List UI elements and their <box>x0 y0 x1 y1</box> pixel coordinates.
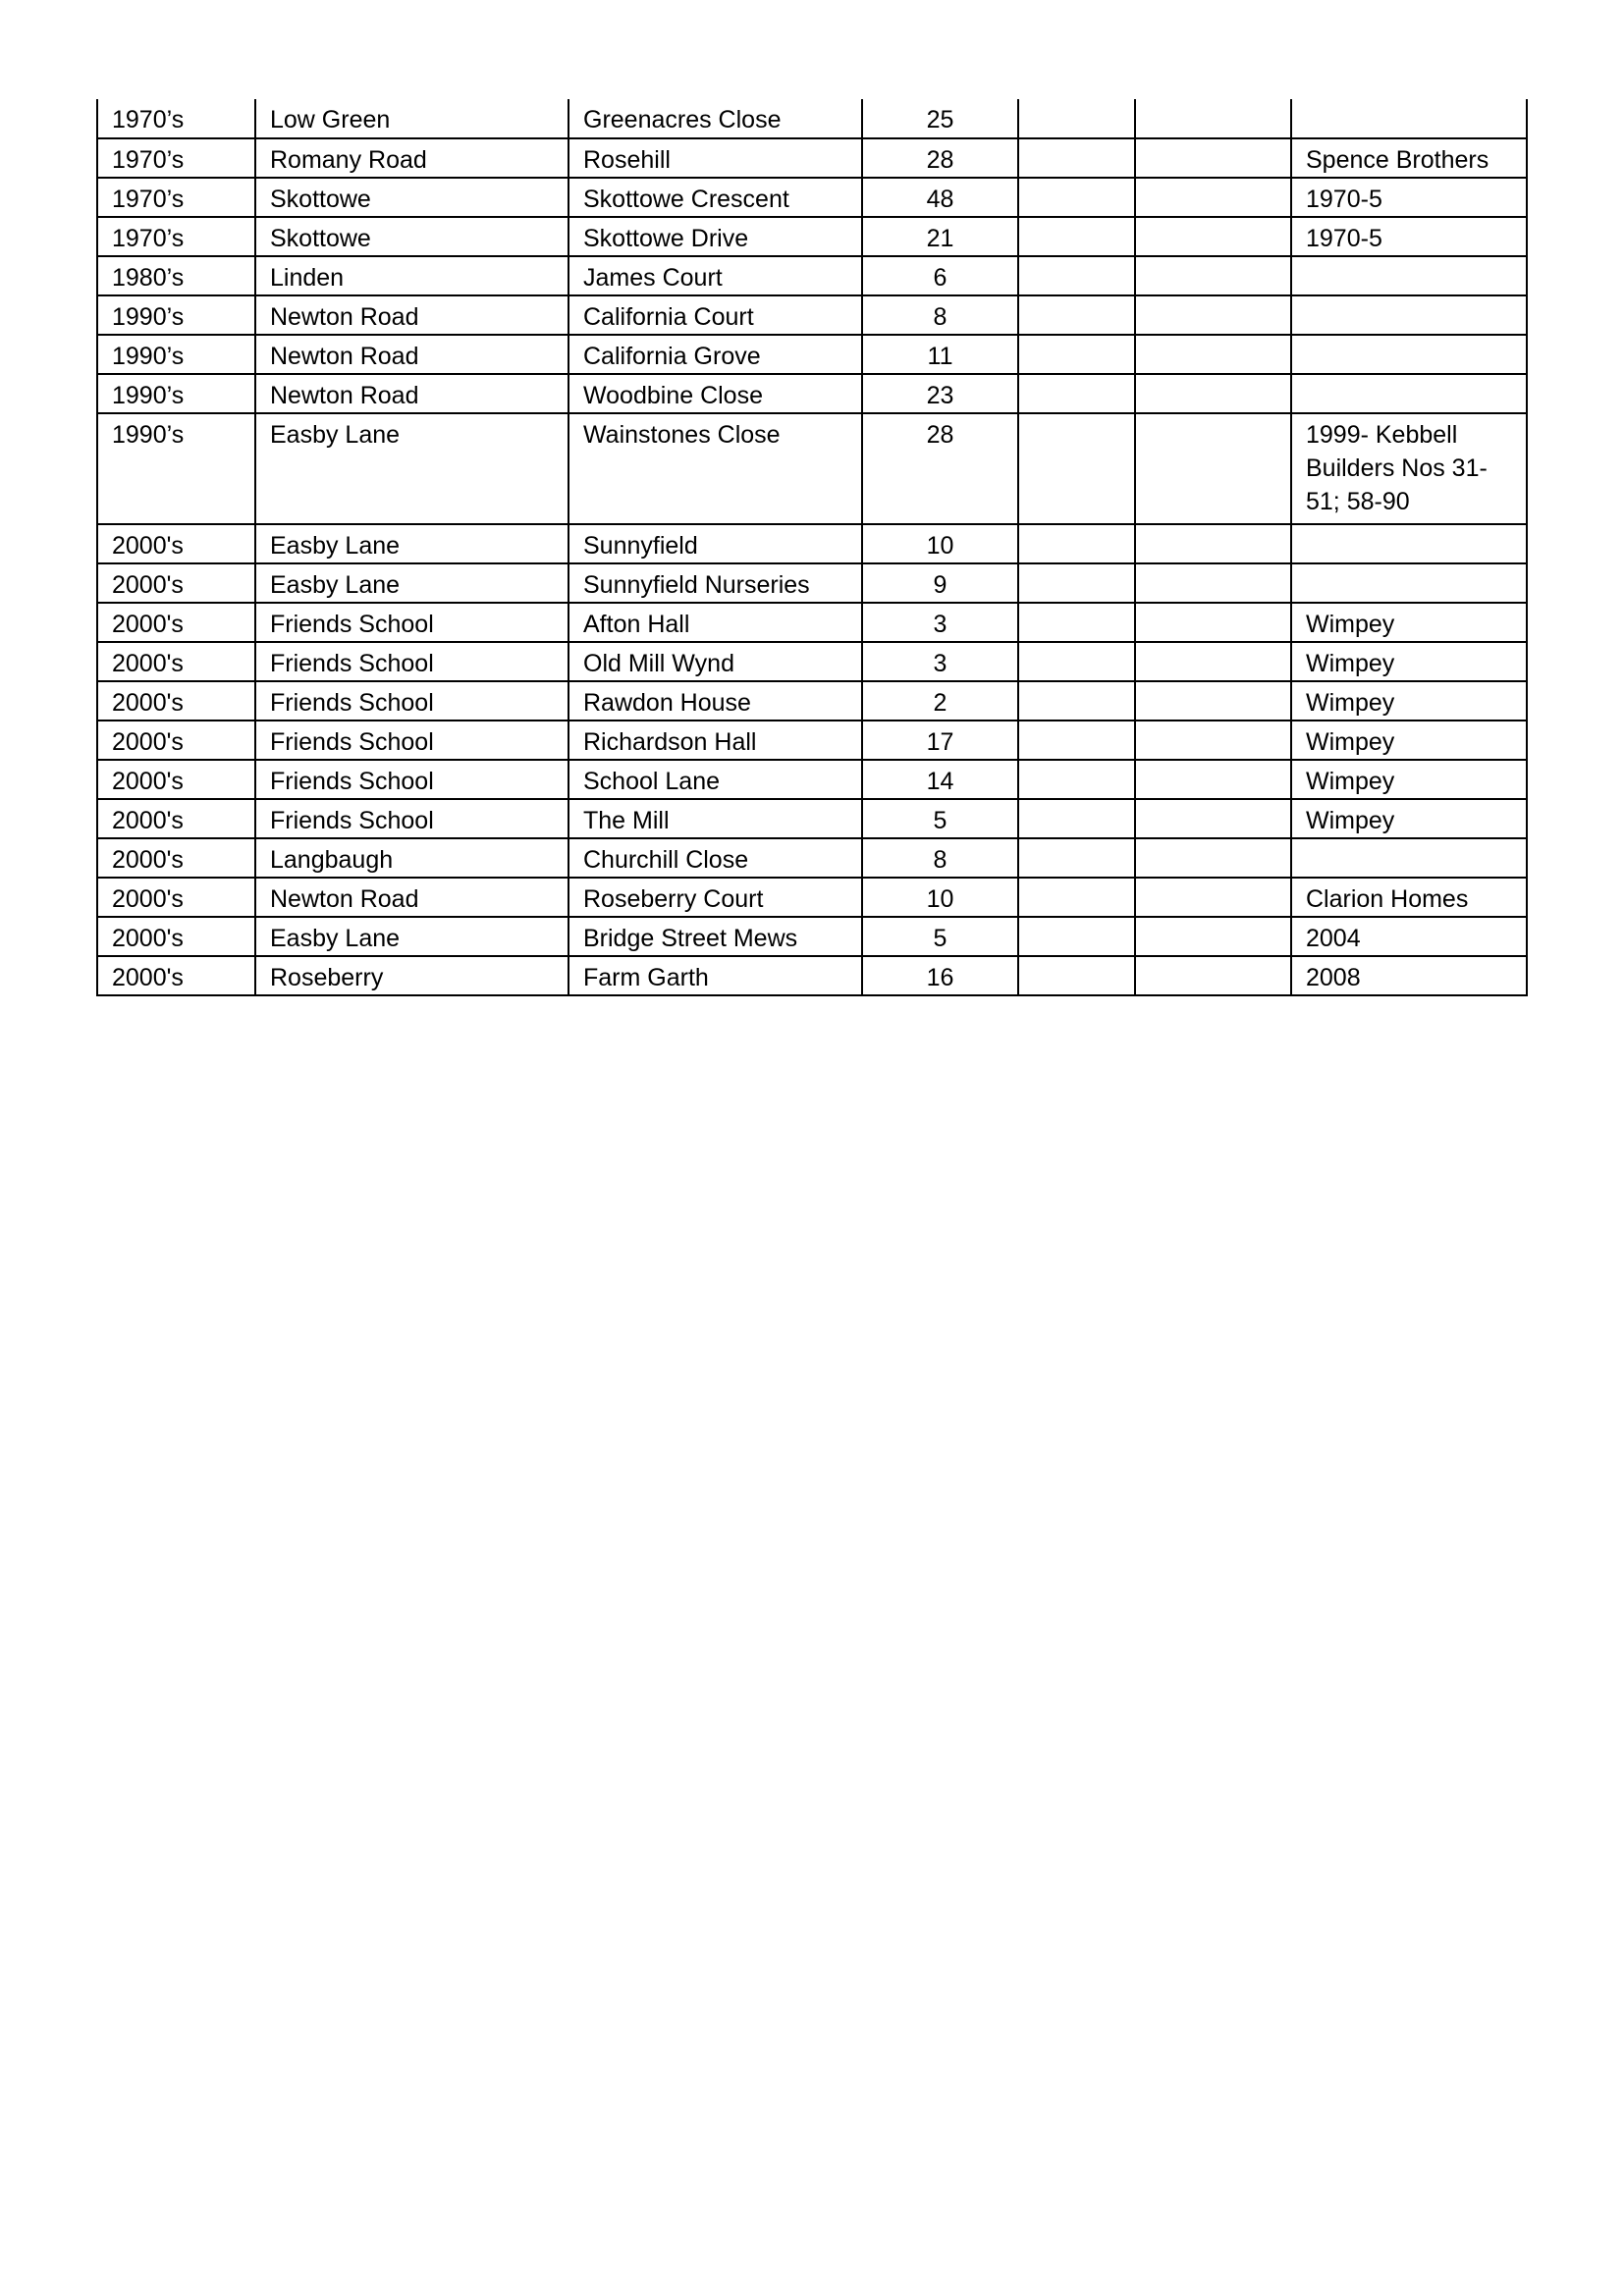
decade-cell: 1990’s <box>97 295 255 335</box>
area-cell: Friends School <box>255 799 568 838</box>
table-body <box>97 99 1527 995</box>
street-name-cell: Rosehill <box>568 138 862 178</box>
count-cell: 3 <box>862 642 1018 681</box>
blank-cell <box>1135 563 1291 603</box>
blank-cell <box>1018 760 1135 799</box>
area-cell: Easby Lane <box>255 413 568 524</box>
blank-cell <box>1018 178 1135 217</box>
blank-cell <box>1018 374 1135 413</box>
table-row <box>97 413 1527 524</box>
table-row <box>97 217 1527 256</box>
decade-cell: 1990’s <box>97 335 255 374</box>
blank-cell <box>1018 681 1135 721</box>
blank-cell <box>1018 917 1135 956</box>
blank-cell <box>1018 256 1135 295</box>
table-row <box>97 178 1527 217</box>
decade-cell: 2000's <box>97 917 255 956</box>
blank-cell <box>1135 138 1291 178</box>
table-row <box>97 99 1527 138</box>
area-cell: Friends School <box>255 721 568 760</box>
street-name-cell: The Mill <box>568 799 862 838</box>
table-row <box>97 138 1527 178</box>
notes-cell: 1970-5 <box>1291 217 1527 256</box>
street-name-cell: Farm Garth <box>568 956 862 995</box>
notes-cell: Wimpey <box>1291 681 1527 721</box>
table-row <box>97 256 1527 295</box>
blank-cell <box>1135 524 1291 563</box>
street-name-cell: Rawdon House <box>568 681 862 721</box>
street-name-cell: Skottowe Drive <box>568 217 862 256</box>
street-name-cell: Old Mill Wynd <box>568 642 862 681</box>
table-row <box>97 799 1527 838</box>
blank-cell <box>1135 642 1291 681</box>
street-name-cell: Sunnyfield <box>568 524 862 563</box>
count-cell: 3 <box>862 603 1018 642</box>
count-cell: 8 <box>862 295 1018 335</box>
decade-cell: 1970’s <box>97 217 255 256</box>
street-name-cell: Skottowe Crescent <box>568 178 862 217</box>
blank-cell <box>1135 335 1291 374</box>
decade-cell: 1970’s <box>97 99 255 138</box>
street-name-cell: Roseberry Court <box>568 878 862 917</box>
notes-cell: Wimpey <box>1291 603 1527 642</box>
blank-cell <box>1135 956 1291 995</box>
notes-cell: 1999- Kebbell Builders Nos 31-51; 58-90 <box>1291 413 1527 524</box>
decade-cell: 2000's <box>97 721 255 760</box>
count-cell: 28 <box>862 138 1018 178</box>
street-name-cell: California Court <box>568 295 862 335</box>
count-cell: 28 <box>862 413 1018 524</box>
blank-cell <box>1018 217 1135 256</box>
blank-cell <box>1135 295 1291 335</box>
street-name-cell: Afton Hall <box>568 603 862 642</box>
count-cell: 48 <box>862 178 1018 217</box>
table-row <box>97 335 1527 374</box>
table-row <box>97 563 1527 603</box>
street-name-cell: Woodbine Close <box>568 374 862 413</box>
notes-cell <box>1291 374 1527 413</box>
notes-cell <box>1291 563 1527 603</box>
table-row <box>97 838 1527 878</box>
table-row <box>97 917 1527 956</box>
area-cell: Easby Lane <box>255 524 568 563</box>
count-cell: 23 <box>862 374 1018 413</box>
notes-cell: Wimpey <box>1291 721 1527 760</box>
table-row <box>97 681 1527 721</box>
table-row <box>97 295 1527 335</box>
notes-cell: Clarion Homes <box>1291 878 1527 917</box>
decade-cell: 1970’s <box>97 178 255 217</box>
blank-cell <box>1018 838 1135 878</box>
table-row <box>97 374 1527 413</box>
area-cell: Newton Road <box>255 374 568 413</box>
area-cell: Romany Road <box>255 138 568 178</box>
blank-cell <box>1018 642 1135 681</box>
count-cell: 9 <box>862 563 1018 603</box>
notes-cell: 2004 <box>1291 917 1527 956</box>
blank-cell <box>1135 99 1291 138</box>
street-name-cell: Richardson Hall <box>568 721 862 760</box>
count-cell: 10 <box>862 524 1018 563</box>
blank-cell <box>1018 721 1135 760</box>
blank-cell <box>1135 217 1291 256</box>
decade-cell: 2000's <box>97 956 255 995</box>
decade-cell: 2000's <box>97 642 255 681</box>
street-name-cell: James Court <box>568 256 862 295</box>
area-cell: Roseberry <box>255 956 568 995</box>
count-cell: 21 <box>862 217 1018 256</box>
decade-cell: 2000's <box>97 838 255 878</box>
blank-cell <box>1135 413 1291 524</box>
table-row <box>97 642 1527 681</box>
street-name-cell: Bridge Street Mews <box>568 917 862 956</box>
area-cell: Friends School <box>255 681 568 721</box>
area-cell: Easby Lane <box>255 563 568 603</box>
blank-cell <box>1135 878 1291 917</box>
area-cell: Friends School <box>255 760 568 799</box>
decade-cell: 1970’s <box>97 138 255 178</box>
area-cell: Linden <box>255 256 568 295</box>
count-cell: 25 <box>862 99 1018 138</box>
notes-cell <box>1291 256 1527 295</box>
blank-cell <box>1018 295 1135 335</box>
street-name-cell: Sunnyfield Nurseries <box>568 563 862 603</box>
blank-cell <box>1135 838 1291 878</box>
blank-cell <box>1135 681 1291 721</box>
notes-cell <box>1291 838 1527 878</box>
table-row <box>97 760 1527 799</box>
area-cell: Newton Road <box>255 878 568 917</box>
area-cell: Newton Road <box>255 335 568 374</box>
decade-cell: 2000's <box>97 681 255 721</box>
decade-cell: 1990’s <box>97 374 255 413</box>
count-cell: 6 <box>862 256 1018 295</box>
count-cell: 5 <box>862 799 1018 838</box>
decade-cell: 1990’s <box>97 413 255 524</box>
count-cell: 2 <box>862 681 1018 721</box>
table-row <box>97 956 1527 995</box>
count-cell: 11 <box>862 335 1018 374</box>
notes-cell: 2008 <box>1291 956 1527 995</box>
notes-cell: Wimpey <box>1291 799 1527 838</box>
table-row <box>97 603 1527 642</box>
blank-cell <box>1018 524 1135 563</box>
blank-cell <box>1135 256 1291 295</box>
table-row <box>97 721 1527 760</box>
decade-cell: 2000's <box>97 878 255 917</box>
area-cell: Skottowe <box>255 178 568 217</box>
decade-cell: 2000's <box>97 799 255 838</box>
area-cell: Friends School <box>255 642 568 681</box>
table-row <box>97 524 1527 563</box>
blank-cell <box>1135 760 1291 799</box>
decade-cell: 2000's <box>97 603 255 642</box>
decade-cell: 1980’s <box>97 256 255 295</box>
blank-cell <box>1018 956 1135 995</box>
blank-cell <box>1135 374 1291 413</box>
blank-cell <box>1018 878 1135 917</box>
table-row <box>97 878 1527 917</box>
blank-cell <box>1018 99 1135 138</box>
notes-cell <box>1291 295 1527 335</box>
notes-cell: 1970-5 <box>1291 178 1527 217</box>
blank-cell <box>1135 799 1291 838</box>
area-cell: Langbaugh <box>255 838 568 878</box>
count-cell: 14 <box>862 760 1018 799</box>
blank-cell <box>1018 563 1135 603</box>
blank-cell <box>1018 335 1135 374</box>
area-cell: Skottowe <box>255 217 568 256</box>
area-cell: Newton Road <box>255 295 568 335</box>
area-cell: Easby Lane <box>255 917 568 956</box>
notes-cell <box>1291 335 1527 374</box>
notes-cell <box>1291 99 1527 138</box>
street-name-cell: California Grove <box>568 335 862 374</box>
street-name-cell: School Lane <box>568 760 862 799</box>
notes-cell <box>1291 524 1527 563</box>
notes-cell: Spence Brothers <box>1291 138 1527 178</box>
area-cell: Friends School <box>255 603 568 642</box>
blank-cell <box>1135 178 1291 217</box>
blank-cell <box>1018 413 1135 524</box>
decade-cell: 2000's <box>97 760 255 799</box>
notes-cell: Wimpey <box>1291 642 1527 681</box>
street-name-cell: Wainstones Close <box>568 413 862 524</box>
count-cell: 8 <box>862 838 1018 878</box>
blank-cell <box>1135 603 1291 642</box>
count-cell: 5 <box>862 917 1018 956</box>
count-cell: 17 <box>862 721 1018 760</box>
area-cell: Low Green <box>255 99 568 138</box>
decade-cell: 2000's <box>97 563 255 603</box>
decade-cell: 2000's <box>97 524 255 563</box>
blank-cell <box>1135 721 1291 760</box>
blank-cell <box>1018 138 1135 178</box>
street-name-cell: Greenacres Close <box>568 99 862 138</box>
blank-cell <box>1018 603 1135 642</box>
blank-cell <box>1135 917 1291 956</box>
notes-cell: Wimpey <box>1291 760 1527 799</box>
count-cell: 16 <box>862 956 1018 995</box>
street-name-cell: Churchill Close <box>568 838 862 878</box>
count-cell: 10 <box>862 878 1018 917</box>
housing-table <box>96 99 1528 996</box>
blank-cell <box>1018 799 1135 838</box>
